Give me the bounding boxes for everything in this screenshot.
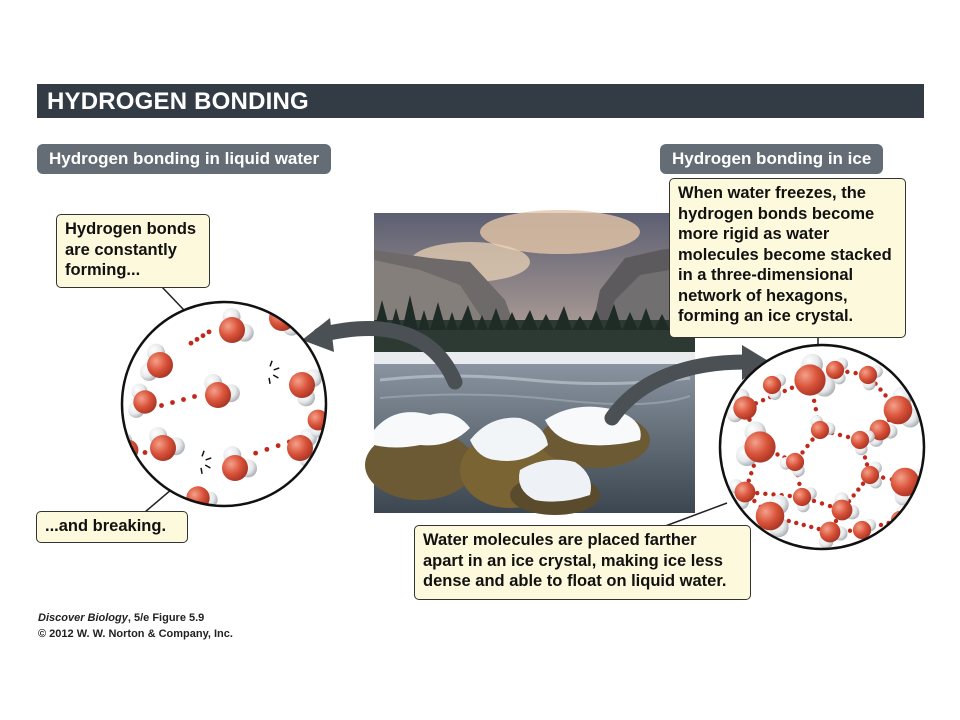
hydrogen-bond-dot — [809, 525, 813, 529]
callout-ice-crystal: When water freezes, the hydrogen bonds become more rigid as water molecules become stacked in a three-dimensional network of hexagons, forming an ice crystal. — [669, 178, 906, 338]
hydrogen-bond-dot — [838, 433, 842, 437]
oxygen-atom — [147, 352, 173, 378]
hydrogen-bond-dot — [783, 389, 787, 393]
oxygen-atom — [832, 500, 853, 521]
oxygen-atom — [150, 435, 176, 461]
oxygen-atom — [853, 521, 871, 539]
hydrogen-bond-dot — [207, 329, 212, 334]
hydrogen-bond-dot — [814, 407, 818, 411]
oxygen-atom — [287, 435, 313, 461]
figure-credit — [38, 610, 233, 642]
hydrogen-bond-dot — [878, 387, 882, 391]
oxygen-atom — [219, 317, 245, 343]
hydrogen-bond-dot — [846, 435, 850, 439]
hydrogen-bond-dot — [805, 444, 809, 448]
hydrogen-atom — [279, 298, 297, 316]
hydrogen-bond-dot — [201, 333, 206, 338]
photo-yosemite-winter — [365, 210, 695, 515]
hydrogen-bond-dot — [192, 394, 197, 399]
hydrogen-bond-dot — [863, 455, 867, 459]
hydrogen-bond-dot — [800, 450, 804, 454]
oxygen-atom — [186, 486, 209, 509]
oxygen-atom — [733, 396, 756, 419]
oxygen-atom — [118, 440, 139, 461]
oxygen-atom — [793, 488, 811, 506]
hydrogen-bond-dot — [853, 371, 857, 375]
hydrogen-bond-dot — [790, 386, 794, 390]
oxygen-atom — [794, 364, 825, 395]
oxygen-atom — [222, 455, 248, 481]
hydrogen-bond-dot — [851, 493, 855, 497]
book-title: Discover Biology — [38, 612, 128, 624]
hydrogen-bond-dot — [775, 452, 779, 456]
hydrogen-bond-dot — [761, 398, 765, 402]
callout-density: Water molecules are placed farther apart in an ice crystal, making ice less dense and able to float on liquid water. — [414, 525, 751, 600]
page-title: HYDROGEN BONDING — [47, 88, 309, 115]
oxygen-atom — [891, 468, 920, 497]
breaking-mark — [269, 378, 270, 384]
hydrogen-bond-dot — [752, 499, 756, 503]
oxygen-atom — [851, 431, 869, 449]
hydrogen-bond-dot — [881, 475, 885, 479]
oxygen-atom — [289, 372, 315, 398]
oxygen-atom — [820, 522, 841, 543]
hydrogen-atom — [901, 519, 914, 532]
hydrogen-bond-dot — [810, 437, 814, 441]
hydrogen-bond-dot — [883, 393, 887, 397]
oxygen-atom — [735, 482, 756, 503]
hydrogen-bond-dot — [749, 471, 753, 475]
hydrogen-bond-dot — [828, 504, 832, 508]
oxygen-atom — [826, 361, 844, 379]
hydrogen-bond-dot — [276, 443, 281, 448]
hydrogen-bond-dot — [802, 523, 806, 527]
callout-forming: Hydrogen bonds are constantly forming... — [56, 214, 210, 288]
hydrogen-bond-dot — [812, 399, 816, 403]
oxygen-atom — [859, 366, 877, 384]
copyright: © 2012 W. W. Norton & Company, Inc. — [38, 628, 233, 640]
hydrogen-bond-dot — [845, 370, 849, 374]
oxygen-atom — [861, 466, 879, 484]
oxygen-atom — [756, 502, 785, 531]
hydrogen-bond-dot — [189, 341, 194, 346]
hydrogen-bond-dot — [755, 491, 759, 495]
figure-number: , 5/e Figure 5.9 — [127, 612, 205, 624]
hydrogen-bond-dot — [763, 492, 767, 496]
hydrogen-bond-dot — [820, 501, 824, 505]
hydrogen-bond-dot — [794, 521, 798, 525]
hydrogen-bond-dot — [264, 447, 269, 452]
hydrogen-bond-dot — [195, 337, 200, 342]
oxygen-atom — [744, 431, 775, 462]
hydrogen-bond-dot — [834, 519, 838, 523]
hydrogen-bond-dot — [797, 482, 801, 486]
hydrogen-bond-dot — [253, 451, 258, 456]
oxygen-atom — [205, 382, 231, 408]
oxygen-atom — [884, 396, 913, 425]
oxygen-atom — [133, 390, 156, 413]
hydrogen-bond-dot — [856, 487, 860, 491]
oxygen-atom — [811, 421, 829, 439]
callout-breaking: ...and breaking. — [36, 511, 188, 543]
hydrogen-bond-dot — [879, 523, 883, 527]
liquid-water-molecules — [112, 298, 335, 517]
breaking-mark — [201, 468, 202, 474]
hydrogen-atom — [112, 448, 126, 462]
hydrogen-bond-dot — [181, 397, 186, 402]
oxygen-atom — [763, 376, 781, 394]
hydrogen-bond-dot — [159, 403, 164, 408]
hydrogen-bond-dot — [143, 450, 148, 455]
hydrogen-bond-dot — [848, 529, 852, 533]
hydrogen-bond-dot — [170, 400, 175, 405]
hydrogen-bond-dot — [788, 494, 792, 498]
tab-liquid-water: Hydrogen bonding in liquid water — [37, 144, 331, 174]
ice-crystal-molecules — [720, 345, 929, 549]
oxygen-atom — [786, 453, 804, 471]
tab-ice: Hydrogen bonding in ice — [660, 144, 883, 174]
